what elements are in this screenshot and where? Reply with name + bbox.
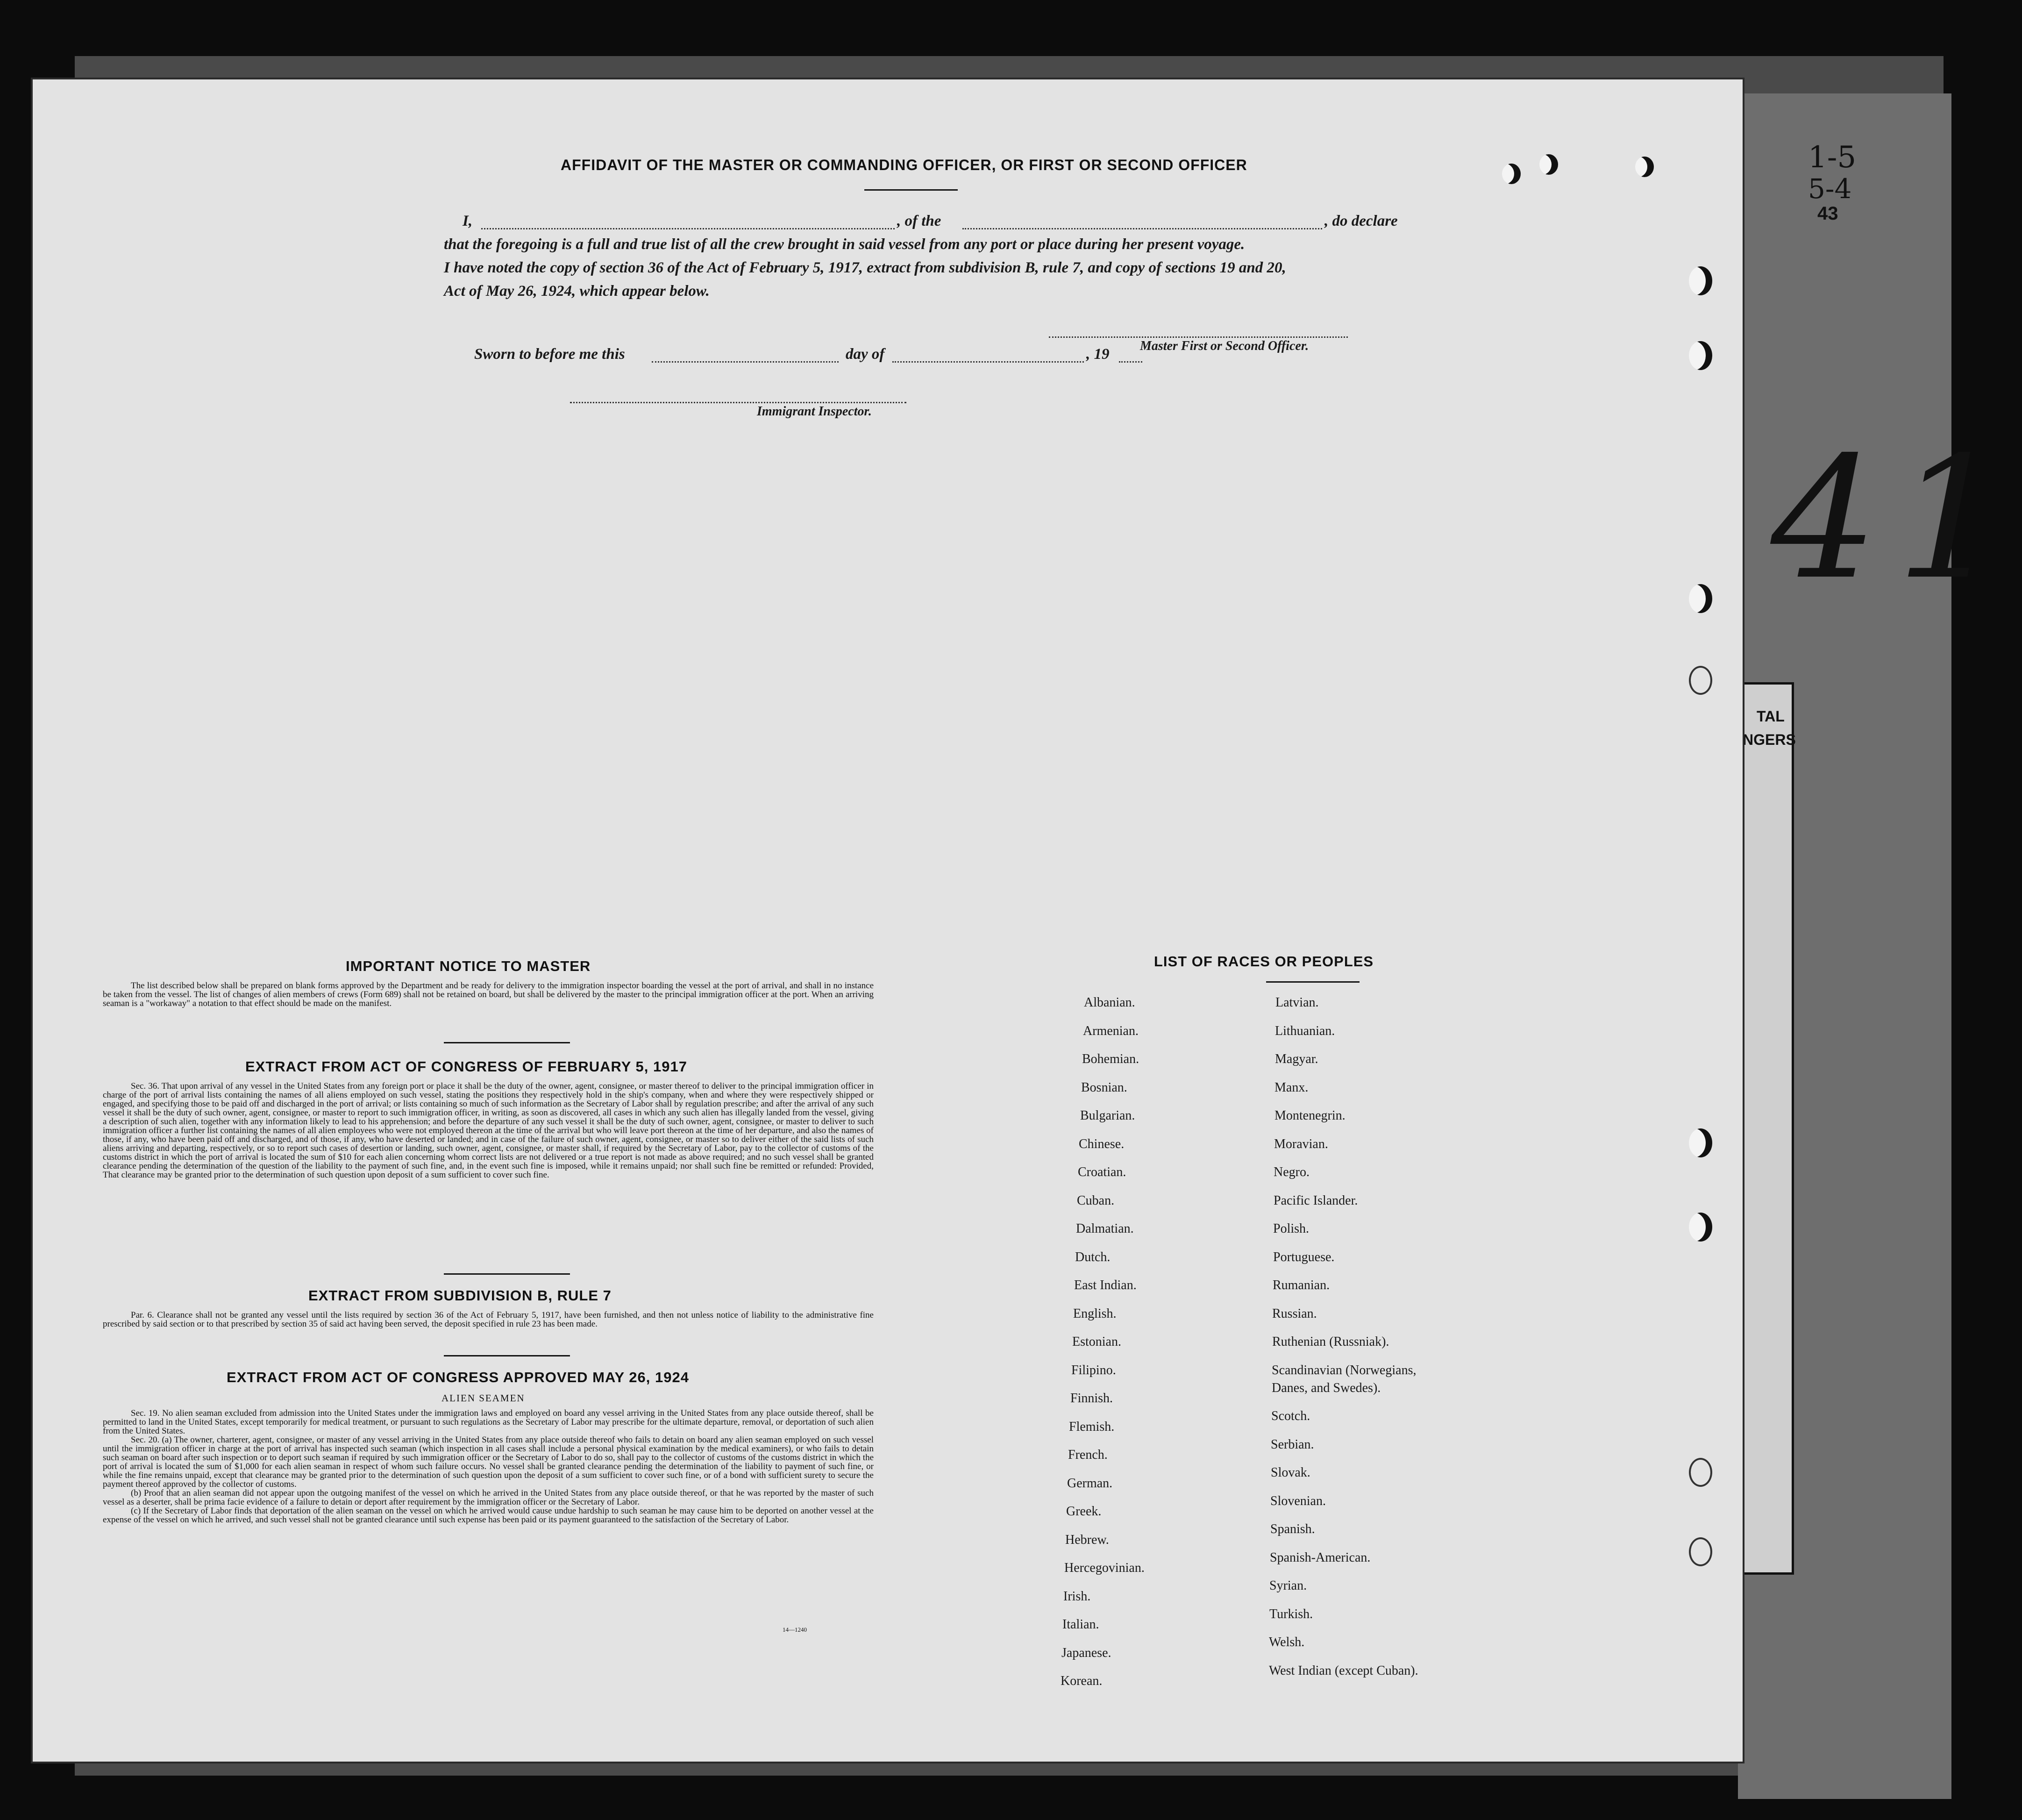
notice-divider xyxy=(444,1042,570,1043)
race-item: Montenegrin. xyxy=(1274,1108,1346,1123)
sec-20b-text: (b) Proof that an alien seaman did not appear upon the outgoing manifest of the vessel on which he arrived in the United States from any place outside thereof, or that he was reported by the master of such vessel as a deserter, shall be prima facie evidence of a failure to detain or deport after requirement by the immigration officer or the Secretary of Labor. xyxy=(103,1488,874,1507)
punch-hole-icon xyxy=(1689,584,1712,613)
tab-label-top: TAL xyxy=(1757,708,1785,725)
underlying-form-tab xyxy=(1736,682,1794,1575)
race-item: Scotch. xyxy=(1271,1409,1310,1423)
punch-hole-icon xyxy=(1689,1458,1712,1487)
par-6-text: Par. 6. Clearance shall not be granted any vessel until the lists required by section 36 of the Act of February 5, 1917, have been furnished, and then not unless notice of liability to the administrative fine prescribed by said section or to that prescribed by section 35 of said act having been served, the deposit specified in rule 23 has been made. xyxy=(103,1310,874,1329)
race-item: Moravian. xyxy=(1274,1136,1328,1151)
race-item: Spanish. xyxy=(1270,1522,1315,1536)
race-item: Magyar. xyxy=(1275,1052,1318,1066)
archive-number-2: 5-4 xyxy=(1808,173,1852,205)
races-divider xyxy=(1266,981,1360,983)
races-title: LIST OF RACES OR PEOPLES xyxy=(1154,953,1374,970)
race-item: Dalmatian. xyxy=(1076,1221,1134,1236)
master-signature-caption: Master First or Second Officer. xyxy=(1140,339,1309,353)
declaration-line-1: that the foregoing is a full and true list of all the crew brought in said vessel from any port or place during her present voyage. xyxy=(444,236,1245,253)
notice-body xyxy=(103,981,874,1008)
race-item: Spanish-American. xyxy=(1270,1550,1371,1565)
punch-hole-icon xyxy=(1502,164,1521,184)
race-item: Armenian. xyxy=(1083,1023,1139,1038)
race-item: Greek. xyxy=(1066,1504,1102,1519)
race-item: Japanese. xyxy=(1061,1645,1111,1660)
sec-20c-text: (c) If the Secretary of Labor finds that deportation of the alien seaman on the vessel on which he arrived would cause undue hardship to such seaman he may cause him to be deported on another vessel at the expense of the vessel on which he arrived, and such vessel shall not be granted clearance until such expense has been paid or its payment guaranteed to the satisfaction of the Secretary of Labor. xyxy=(103,1506,874,1525)
tab-label-bottom: NGERS xyxy=(1743,731,1796,748)
race-item: Cuban. xyxy=(1077,1193,1115,1208)
race-item: Slovak. xyxy=(1271,1465,1310,1480)
archive-number-1: 1-5 xyxy=(1808,140,1857,175)
affidavit-title: AFFIDAVIT OF THE MASTER OR COMMANDING OFFICER, OR FIRST OR SECOND OFFICER xyxy=(561,157,1247,173)
archive-number-3: 43 xyxy=(1817,203,1838,224)
form-number: 14—1240 xyxy=(783,1626,807,1633)
race-item: Latvian. xyxy=(1275,995,1319,1010)
sworn-month-blank[interactable] xyxy=(892,361,1084,363)
race-item: Irish. xyxy=(1063,1589,1091,1604)
race-item: Croatian. xyxy=(1078,1165,1126,1179)
master-signature-line[interactable] xyxy=(1049,336,1348,338)
sec-20a-text: Sec. 20. (a) The owner, charterer, agent, consignee, or master of any vessel arriving in the United States from any place outside thereof who fails to detain on board any alien seaman employed on such vessel until the immigration officer in charge at the port of arrival has inspected such seaman (which inspection in all cases shall include a personal physical examination by the medical examiners), or who fails to detain such seaman on board after such inspection or to deport such seaman if required by such immigration officer or the Secretary of Labor to do so, shall pay to the collector of customs of the customs district in which the port of arrival is located the sum of $1,000 for each alien seaman in respect of whom such failure occurs. No vessel shall be granted clearance pending the determination of the liability to payment of such fine, or while the fine remains unpaid, except that clearance may be granted prior to the determination of such question upon the deposit of a sum sufficient to cover such fine, or of a bond with sufficient surety to secure the payment thereof approved by the collector of customs. xyxy=(103,1435,874,1489)
do-declare-label: , do declare xyxy=(1324,213,1398,229)
punch-hole-icon xyxy=(1689,1537,1712,1566)
race-item: Pacific Islander. xyxy=(1274,1193,1358,1208)
race-item: French. xyxy=(1068,1448,1108,1462)
race-item: Rumanian. xyxy=(1273,1278,1330,1292)
race-item: Ruthenian (Russniak). xyxy=(1272,1335,1389,1349)
notice-title: IMPORTANT NOTICE TO MASTER xyxy=(346,958,591,974)
sworn-day-blank[interactable] xyxy=(652,361,839,363)
punch-hole-icon xyxy=(1689,266,1712,295)
race-item: Syrian. xyxy=(1269,1578,1307,1593)
vessel-name-blank[interactable] xyxy=(962,228,1322,229)
punch-hole-icon xyxy=(1689,666,1712,695)
extract-1924-title: EXTRACT FROM ACT OF CONGRESS APPROVED MAY 26, 1924 xyxy=(227,1369,689,1385)
race-item: Flemish. xyxy=(1069,1419,1115,1434)
race-item: Korean. xyxy=(1061,1674,1103,1688)
race-item: Polish. xyxy=(1273,1221,1310,1236)
race-item: Chinese. xyxy=(1079,1136,1125,1151)
race-item: Scandinavian (Norwegians, xyxy=(1272,1363,1417,1377)
declarant-name-blank[interactable] xyxy=(481,228,895,229)
title-divider xyxy=(864,189,958,191)
extract-rule7-divider xyxy=(444,1355,570,1356)
race-item: Finnish. xyxy=(1070,1391,1113,1406)
inspector-signature-caption: Immigrant Inspector. xyxy=(757,404,872,419)
race-item: Bulgarian. xyxy=(1080,1108,1135,1123)
sworn-label: Sworn to before me this xyxy=(474,346,625,363)
race-item: Estonian. xyxy=(1072,1335,1121,1349)
inspector-signature-line[interactable] xyxy=(570,402,906,403)
declaration-line-2: I have noted the copy of section 36 of the Act of February 5, 1917, extract from subdivision B, rule 7, and copy of sections 19 and 20, xyxy=(444,259,1286,276)
affidavit-page xyxy=(33,79,1743,1762)
race-item: Manx. xyxy=(1274,1080,1309,1095)
race-item: Turkish. xyxy=(1269,1606,1313,1621)
extract-1924-body xyxy=(103,1409,874,1524)
race-item: Bosnian. xyxy=(1081,1080,1127,1095)
race-item: Bohemian. xyxy=(1082,1052,1139,1066)
sworn-year-blank[interactable] xyxy=(1119,361,1142,363)
year-label: , 19 xyxy=(1086,346,1110,363)
race-item: Hebrew. xyxy=(1065,1532,1109,1547)
race-item: Welsh. xyxy=(1269,1635,1305,1649)
race-item: Serbian. xyxy=(1271,1437,1314,1452)
day-of-label: day of xyxy=(846,346,885,363)
race-item: Filipino. xyxy=(1071,1363,1116,1377)
sec-36-text: Sec. 36. That upon arrival of any vessel in the United States from any foreign port or place it shall be the duty of the owner, agent, consignee, or master thereof to deliver to the principal immigration officer in charge of the port of arrival lists containing the names of all aliens employed on such vessel, stating the positions they respectively hold in the ship's company, when and where they were respectively shipped or engaged, and specifying those to be paid off and discharged in the port of arrival; or lists containing so much of such information as the Secretary of Labor shall by regulation prescribe; and after the arrival of any such vessel it shall be the duty of such owner, agent, consignee, or master to report to such immigration officer, in writing, as soon as discovered, all cases in which any such alien has illegally landed from the vessel, giving a description of such alien, together with any information likely to lead to his apprehension; and before the departure of any such vessel it shall be the duty of such owner, agent, consignee, or master to deliver to such immigration officer a further list containing the names of all alien employees who were not employed thereon at the time of the arrival but who will leave port thereon at the time of her departure, and also the names of those, if any, who have been paid off and discharged, and of those, if any, who have deserted or landed; and in case of the failure of such owner, agent, consignee, or master so to deliver either of the said lists of such aliens arriving and departing, respectively, or so to report such cases of desertion or landing, such owner, agent, consignee, or master shall, if required by the Secretary of Labor, pay to the collector of customs of the customs district in which the port of arrival is located the sum of $10 for each alien concerning whom correct lists are not delivered or a true report is not made as above required; and no such vessel shall be granted clearance pending the determination of the question of the liability to the payment of such fine, and, in the event such fine is imposed, while it remains unpaid; nor shall such fine be remitted or refunded: Provided, That clearance may be granted prior to the determination of such question upon deposit of a sum sufficient to cover such fine. xyxy=(103,1081,874,1180)
handwritten-41: 41 xyxy=(1771,421,2022,616)
extract-1917-title: EXTRACT FROM ACT OF CONGRESS OF FEBRUARY 5, 1917 xyxy=(245,1058,687,1075)
punch-hole-icon xyxy=(1689,341,1712,370)
race-item: East Indian. xyxy=(1074,1278,1137,1292)
declaration-line-3: Act of May 26, 1924, which appear below. xyxy=(444,283,710,300)
race-item: Albanian. xyxy=(1084,995,1135,1010)
race-item: Danes, and Swedes). xyxy=(1272,1380,1381,1395)
race-item: Lithuanian. xyxy=(1275,1023,1335,1038)
punch-hole-icon xyxy=(1635,157,1654,177)
race-item: West Indian (except Cuban). xyxy=(1269,1663,1418,1678)
punch-hole-icon xyxy=(1689,1128,1712,1157)
extract-1917-body xyxy=(103,1082,874,1179)
race-item: German. xyxy=(1067,1476,1113,1491)
extract-rule7-body xyxy=(103,1311,874,1328)
race-item: English. xyxy=(1073,1306,1117,1321)
race-item: Russian. xyxy=(1272,1306,1317,1321)
of-the-label: , of the xyxy=(897,213,941,229)
race-item: Dutch. xyxy=(1075,1249,1111,1264)
notice-text: The list described below shall be prepared on blank forms approved by the Department and be ready for delivery to the immigration inspector boarding the vessel at the port of arrival, and shall in no instance be taken from the vessel. The list of changes of alien members of crews (Form 689) shall not be retained on board, but shall be delivered by the master to the principal immigration officer at the port. When an arriving seaman is a "workaway" a notation to that effect should be made on the manifest. xyxy=(103,981,874,1008)
race-item: Hercegovinian. xyxy=(1064,1561,1145,1575)
race-item: Italian. xyxy=(1062,1617,1099,1632)
race-item: Negro. xyxy=(1274,1165,1310,1179)
sec-19-text: Sec. 19. No alien seaman excluded from admission into the United States under the immigration laws and employed on board any vessel arriving in the United States from any place outside thereof, shall be permitted to land in the United States, except temporarily for medical treatment, or pursuant to such regulations as the Secretary of Labor may prescribe for the ultimate departure, removal, or deportation of such alien from the United States. xyxy=(103,1408,874,1436)
punch-hole-icon xyxy=(1689,1213,1712,1242)
declarant-label: I, xyxy=(463,213,473,229)
alien-seamen-subtitle: ALIEN SEAMEN xyxy=(441,1392,525,1404)
extract-rule7-title: EXTRACT FROM SUBDIVISION B, RULE 7 xyxy=(308,1287,612,1304)
race-item: Portuguese. xyxy=(1273,1249,1335,1264)
extract-1917-divider xyxy=(444,1273,570,1275)
race-item: Slovenian. xyxy=(1270,1493,1326,1508)
punch-hole-icon xyxy=(1539,154,1558,175)
